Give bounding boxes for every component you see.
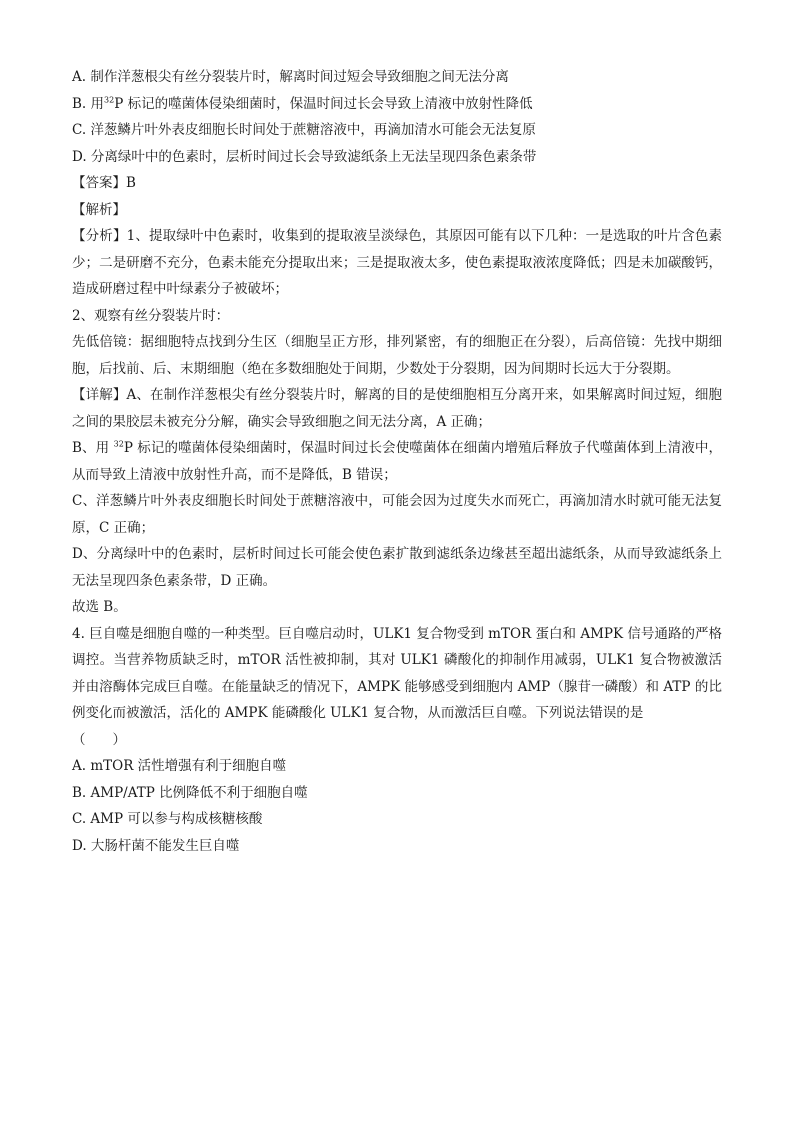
option-b: B. 用$^{32}$P 标记的噬菌体侵染细菌时，保温时间过长会导致上清液中放射性降低 xyxy=(72,95,533,112)
fenxi-label: 【分析】 xyxy=(72,228,127,244)
question4-stem: 4. 巨自噬是细胞自噬的一种类型。巨自噬启动时，ULK1 复合物受到 mTOR 蛋白和 AMPK 信号通路的严格调控。当营养物质缺乏时，mTOR 活性被抑制，其对 ULK1 磷酸化的抑制作用减弱，ULK1 复合物被激活并由溶酶体完成巨自噬。在能量缺乏的情况下，AMPK 能够感受到细胞内 AMP（腺苷一磷酸）和 ATP 的比例变化而被激活，活化的 AMPK 能磷酸化 ULK1 复合物，从而激活巨自噬。下列说法错误的是 xyxy=(72,625,722,721)
isotope-superscript: 32 xyxy=(113,439,124,449)
fenxi-paragraph xyxy=(72,223,722,303)
option-c: C. 洋葱鳞片叶外表皮细胞长时间处于蔗糖溶液中，再滴加清水可能会无法复原 xyxy=(72,122,536,138)
conclusion: 故选 B。 xyxy=(72,599,127,615)
option-a: A. 制作洋葱根尖有丝分裂装片时，解离时间过短会导致细胞之间无法分离 xyxy=(72,69,509,85)
detail-a-paragraph xyxy=(72,382,722,435)
question4-option-a: A. mTOR 活性增强有利于细胞自噬 xyxy=(72,758,287,774)
detail-a-text: A、在制作洋葱根尖有丝分裂装片时，解离的目的是使细胞相互分离开来，如果解离时间过短，细胞之间的果胶层未被充分分解，确实会导致细胞之间无法分离，A 正确； xyxy=(72,387,723,430)
detail-d-paragraph: D、分离绿叶中的色素时，层析时间过长可能会使色素扩散到滤纸条边缘甚至超出滤纸条，从而导致滤纸条上无法呈现四条色素条带，D 正确。 xyxy=(72,546,722,589)
answer-value: B xyxy=(126,175,136,191)
answer-line xyxy=(72,170,722,197)
question4-option-b: B. AMP/ATP 比例降低不利于细胞自噬 xyxy=(72,784,308,801)
fenxi-text: 1、提取绿叶中色素时，收集到的提取液呈淡绿色，其原因可能有以下几种：一是选取的叶片含色素少；二是研磨不充分，色素未能充分提取出来；三是提取液太多，使色素提取液浓度降低；四是未加碳酸钙，造成研磨过程中叶绿素分子被破坏； xyxy=(72,228,723,297)
detail-label: 【详解】 xyxy=(72,387,127,403)
document-page xyxy=(72,64,722,859)
isotope-superscript: 32 xyxy=(104,95,115,104)
detail-b-paragraph: B、用 $^{32}$P 标记的噬菌体侵染细菌时，保温时间过长会使噬菌体在细菌内增殖后释放子代噬菌体到上清液中，从而导致上清液中放射性升高，而不是降低，B 错误； xyxy=(72,439,723,483)
question4-option-d: D. 大肠杆菌不能发生巨自噬 xyxy=(72,837,240,854)
option-d: D. 分离绿叶中的色素时，层析时间过长会导致滤纸条上无法呈现四条色素条带 xyxy=(72,148,537,165)
question4-option-c: C. AMP 可以参与构成核糖核酸 xyxy=(72,811,263,827)
answer-label: 【答案】 xyxy=(72,175,126,191)
question4-blank: （ ） xyxy=(72,731,126,748)
point2-text: 先低倍镜：据细胞特点找到分生区（细胞呈正方形，排列紧密，有的细胞正在分裂），后高倍镜：先找中期细胞，后找前、后、末期细胞（绝在多数细胞处于间期，少数处于分裂期，因为间期时长远大于分裂期。 xyxy=(72,334,722,377)
point2-title: 2、观察有丝分裂装片时： xyxy=(72,307,230,324)
detail-c-paragraph: C、洋葱鳞片叶外表皮细胞长时间处于蔗糖溶液中，可能会因为过度失水而死亡，再滴加清水时就可能无法复原，C 正确； xyxy=(72,493,722,536)
analysis-label: 【解析】 xyxy=(72,201,126,218)
